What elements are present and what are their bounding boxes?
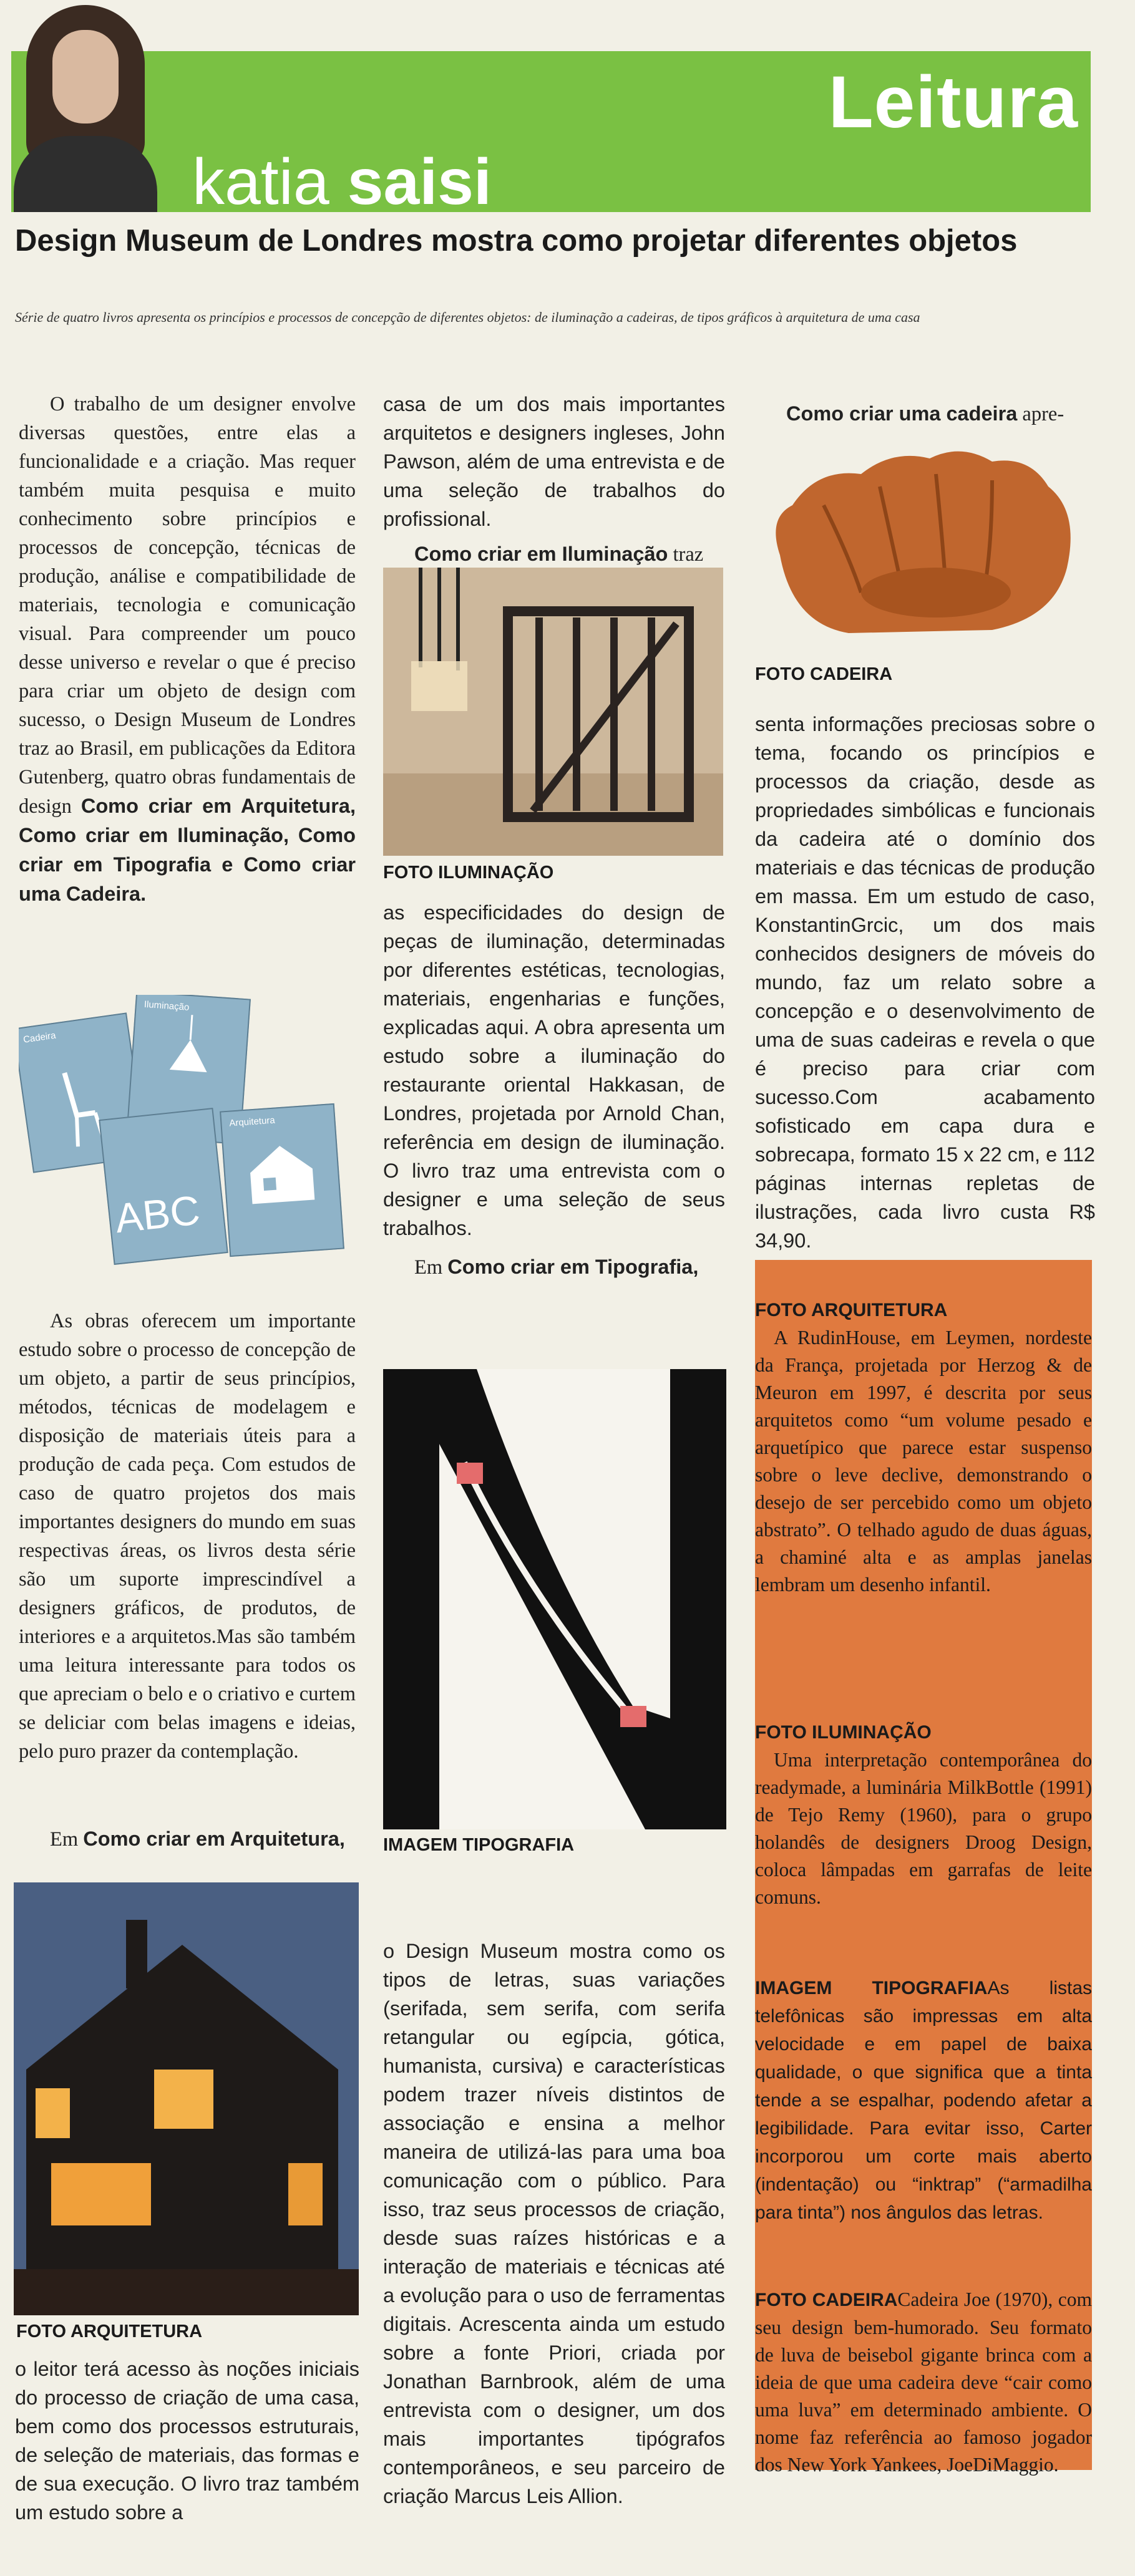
col1-p2-text: As obras oferecem um importante estudo sobre o processo de concepção de um objeto, a partir de seus princípios, métodos, técnicas de modelagem e disposição de materiais úteis para a produção de cada peça. Com estudos de caso de quatro projetos dos mais importantes designers do mundo em suas respectivas áreas, os livros desta série são um suporte imprescindível a designers gráficos, de produtos, de interiores e a arquitetos.Mas são também uma leitura interessante para todos os que apreciam o belo e o criativo e curtem se deliciar com belas imagens e ideias, pelo puro prazer da contemplação.	[19, 1310, 356, 1763]
sidebar-heading-lighting: FOTO ILUMINAÇÃO	[755, 1722, 932, 1743]
letter-n-illustration	[383, 1369, 726, 1829]
house-photo-illustration	[14, 1882, 359, 2315]
book-cover-abc: ABC	[99, 1108, 228, 1265]
chair-photo	[755, 430, 1095, 646]
section-kicker: Leitura	[828, 61, 1078, 143]
col3-p1-bold: Como criar uma cadeira	[786, 402, 1018, 425]
author-first-name: katia	[192, 146, 329, 218]
col1-paragraph-2	[19, 1307, 356, 1766]
caption-architecture: FOTO ARQUITETURA	[16, 2322, 203, 2341]
house-icon	[221, 1105, 343, 1256]
author-photo	[14, 5, 157, 212]
book-cover-iluminacao: Iluminação	[126, 995, 251, 1145]
col1-p1-text: O trabalho de um designer envolve diversas questões, entre elas a funcionalidade e a criação. Mas requer também muita pesquisa e muito conhecimento sobre princípios e processos de concepção, técnicas de produção, análise e compatibilidade de materiais, tecnologia e comunicação visual. Para compreender um pouco desse universo e revelar o que é preciso para criar um objeto de design com sucesso, o Design Museum de Londres traz ao Brasil, em publicações da Editora Gutenberg, quatro obras fundamentais de design	[19, 393, 356, 818]
col2-p2-bold: Como criar em Iluminação	[414, 543, 668, 565]
sidebar-lighting: FOTO ILUMINAÇÃO Uma interpretação contemporânea do readymade, a luminária MilkBottle (1991) de Tejo Remy (1960), para o grupo holandês de designers Droog Design, coloca lâmpadas em garrafas de leite comuns.	[755, 1722, 1092, 1908]
col2-paragraph-3: as especificidades do design de peças de iluminação, determinadas por diferentes estéticas, tecnologias, materiais, engenharias e funções, explicadas aqui. A obra apresenta um estudo sobre a iluminação do restaurante oriental Hakkasan, de Londres, projetada por Arnold Chan, referência em design de iluminação. O livro traz uma entrevista com o designer e uma seleção de seus trabalhos.	[383, 901, 725, 1239]
glove-chair-illustration	[755, 430, 1095, 646]
col1-p3-bold: Como criar em Arquitetura,	[83, 1828, 345, 1850]
lighting-photo	[383, 568, 723, 856]
book-covers-image	[19, 995, 356, 1269]
caption-chair: FOTO CADEIRA	[755, 664, 893, 684]
sidebar-heading-typography: IMAGEM TIPOGRAFIA	[755, 1978, 988, 1998]
author-last-name: saisi	[347, 146, 492, 218]
col1-paragraph-3: Em Como criar em Arquitetura,	[50, 1828, 345, 1851]
book-cover-cadeira: Cadeira	[19, 1012, 147, 1173]
book-cover-arquitetura: Arquitetura	[220, 1103, 344, 1257]
col2-paragraph-4: Em Como criar em Tipografia,	[414, 1256, 699, 1279]
col3-paragraph-2: senta informações preciosas sobre o tema, focando os princípios e processos da criação, desde as propriedades simbólicas e funcionais da cadeira até o domínio dos materiais e das técnicas de produção em massa. Em um estudo de caso, KonstantinGrcic, um dos mais conhecidos designers de móveis do mundo, faz um relato sobre a concepção e o desenvolvimento de uma de suas cadeiras e revela o que é preciso para criar com sucesso.Com acabamento sofisticado em capa dura e sobrecapa, formato 15 x 22 cm, e 112 páginas internas repletas de ilustrações, cada livro custa R$ 34,90.	[755, 713, 1095, 1252]
col2-paragraph-2: Como criar em Iluminação traz	[414, 543, 704, 566]
col2-paragraph-1: casa de um dos mais importantes arquitetos e designers ingleses, John Pawson, além de uma entrevista e de uma seleção de trabalhos do profissional.	[383, 393, 725, 530]
sidebar-architecture: FOTO ARQUITETURA A RudinHouse, em Leymen, nordeste da França, projetada por Herzog & de Meuron em 1997, é descrita por seus arquitetos como “um volume pesado e arquetípico que parece estar suspenso sobre o leve declive, demonstrando o desejo de ser percebido como um objeto abstrato”. O telhado agudo de duas águas, a chaminé alta e as amplas janelas lembram um desenho infantil.	[755, 1300, 1092, 1595]
col3-paragraph-1: Como criar uma cadeira apre-	[786, 402, 1064, 425]
typography-image	[383, 1369, 726, 1829]
sidebar-heading-architecture: FOTO ARQUITETURA	[755, 1300, 948, 1320]
col1-paragraph-4: o leitor terá acesso às noções iniciais do processo de criação de uma casa, bem como dos processos estruturais, de seleção de materiais, das formas e de sua execução. O livro traz também um estudo sobre a	[15, 2358, 359, 2524]
lamp-photo-illustration	[383, 568, 723, 856]
col1-paragraph-1	[19, 390, 356, 909]
sidebar-chair: FOTO CADEIRACadeira Joe (1970), com seu design bem-humorado. Seu formato de luva de beisebol gigante brinca com a ideia de que uma cadeira deve “cair como uma luva” em determinado ambiente. O nome faz referência ao famoso jogador dos New York Yankees, JoeDiMaggio.	[755, 2288, 1092, 2476]
caption-typography: IMAGEM TIPOGRAFIA	[383, 1835, 575, 1855]
col2-p4-bold: Como criar em Tipografia,	[447, 1256, 699, 1278]
sidebar-heading-chair: FOTO CADEIRA	[755, 2290, 898, 2310]
caption-lighting: FOTO ILUMINAÇÃO	[383, 863, 554, 883]
column-header	[11, 51, 1091, 218]
author-name	[192, 146, 492, 218]
headline: Design Museum de Londres mostra como projetar diferentes objetos	[15, 224, 1018, 258]
col1-p1-bold: Como criar em Arquitetura, Como criar em Iluminação, Como criar em Tipografia e Como criar uma Cadeira.	[19, 795, 356, 905]
sidebar-typography: IMAGEM TIPOGRAFIAAs listas telefônicas são impressas em alta velocidade e em papel de baixa qualidade, o que significa que a tinta tende a se espalhar, podendo afetar a legibilidade. Para evitar isso, Carter incorporou um corte mais aberto (indentação) ou “inktrap” (“armadilha para tinta”) nos ângulos das letras.	[755, 1978, 1092, 2223]
architecture-photo	[14, 1882, 359, 2315]
subheadline: Série de quatro livros apresenta os princípios e processos de concepção de diferentes objetos: de iluminação a cadeiras, de tipos gráficos à arquitetura de uma casa	[15, 309, 920, 325]
col2-paragraph-5: o Design Museum mostra como os tipos de letras, suas variações (serifada, sem serifa, com serifa retangular ou egípcia, gótica, humanista, cursiva) e características podem trazer níveis distintos de associação e ensina a melhor maneira de utilizá-las para uma boa comunicação com o público. Para isso, traz seus processos de criação, desde suas raízes históricas e a interação de materiais e técnicas até a evolução para o uso de ferramentas digitais. Acrescenta ainda um estudo sobre a fonte Priori, criada por Jonathan Barnbrook, além de uma entrevista com o designer, um dos mais importantes tipógrafos contemporâneos, e seu parceiro de criação Marcus Leis Allion.	[383, 1940, 725, 2507]
